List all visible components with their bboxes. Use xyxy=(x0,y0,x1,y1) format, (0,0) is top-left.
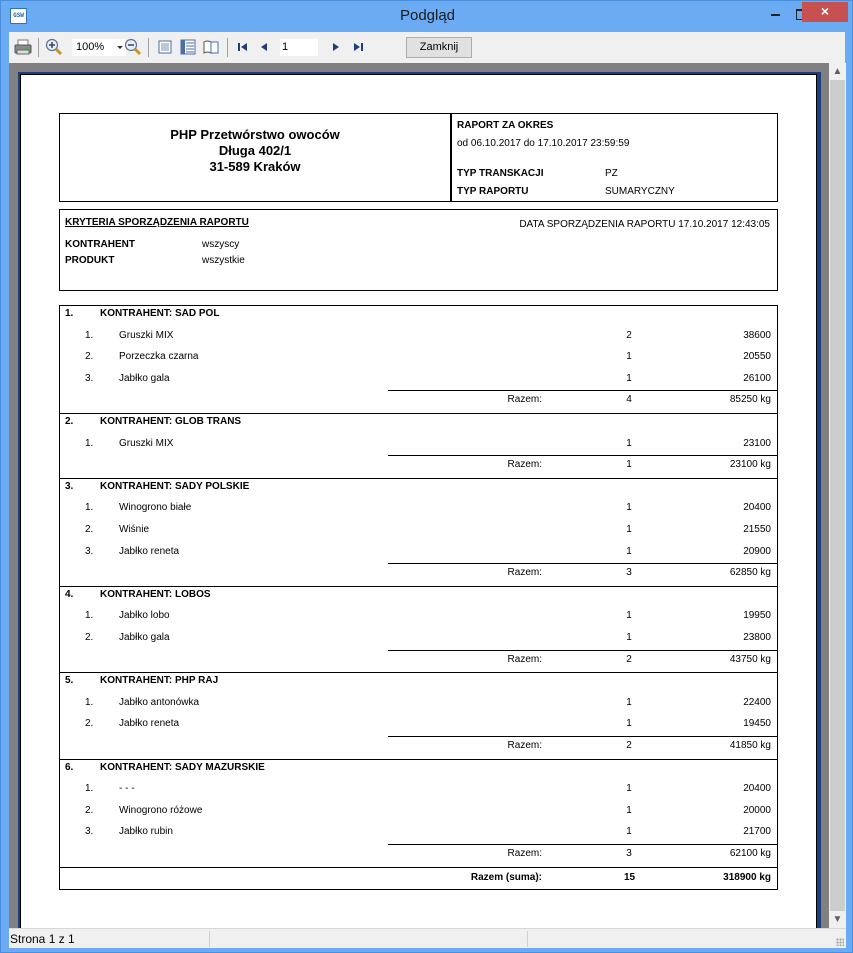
item-number: 1. xyxy=(85,329,94,341)
item-count: 1 xyxy=(626,523,632,535)
item-count: 1 xyxy=(626,804,632,816)
scroll-down-button[interactable]: ▼ xyxy=(832,914,843,925)
item-number: 2. xyxy=(85,804,94,816)
item-count: 1 xyxy=(626,631,632,643)
item-count: 1 xyxy=(626,351,632,363)
scroll-up-button[interactable]: ▲ xyxy=(832,66,843,77)
preview-area xyxy=(9,63,829,928)
item-value: 20900 xyxy=(743,545,771,557)
subtotal-value: 43750 kg xyxy=(729,653,771,665)
item-name: Jabłko reneta xyxy=(119,718,180,730)
contractor-section xyxy=(60,673,777,759)
item-number: 2. xyxy=(85,631,94,643)
zoom-out-button[interactable] xyxy=(124,38,142,56)
status-separator xyxy=(527,931,528,947)
grand-total-count: 15 xyxy=(624,871,636,883)
title-bar xyxy=(1,1,853,32)
table-row xyxy=(60,522,777,538)
book-view-button[interactable] xyxy=(202,38,220,56)
section-header-row xyxy=(60,587,777,603)
zoom-in-button[interactable] xyxy=(45,38,63,56)
company-city: 31-589 Kraków xyxy=(209,159,301,174)
company-header xyxy=(59,113,451,202)
zoom-level-value: 100% xyxy=(76,41,105,53)
item-name: Wiśnie xyxy=(119,523,150,535)
subtotal-count: 3 xyxy=(626,847,632,859)
contractor-label: KONTRAHENT xyxy=(65,239,135,250)
subtotal-row xyxy=(60,738,777,754)
item-number: 3. xyxy=(85,826,94,838)
report-type-value: SUMARYCZNY xyxy=(605,186,675,197)
section-title: KONTRAHENT: LOBOS xyxy=(100,588,211,600)
item-number: 1. xyxy=(85,696,94,708)
section-title: KONTRAHENT: PHP RAJ xyxy=(100,675,219,687)
section-number: 1. xyxy=(65,308,74,319)
section-number: 4. xyxy=(65,588,74,600)
first-page-button[interactable] xyxy=(234,38,252,56)
close-window-button[interactable] xyxy=(802,2,848,22)
subtotal-row xyxy=(60,846,777,862)
table-row xyxy=(60,436,777,452)
item-number: 3. xyxy=(85,545,94,557)
item-number: 1. xyxy=(85,437,94,449)
subtotal-count: 2 xyxy=(626,739,632,751)
table-row xyxy=(60,824,777,840)
contractor-section xyxy=(60,479,777,587)
item-value: 20400 xyxy=(743,783,771,795)
printer-icon xyxy=(14,38,32,56)
section-number: 5. xyxy=(65,675,74,687)
subtotal-count: 3 xyxy=(626,567,632,579)
report-period-box xyxy=(451,113,778,202)
multi-page-icon xyxy=(179,38,197,56)
subtotal-count: 2 xyxy=(626,653,632,665)
zoom-level-select[interactable] xyxy=(72,39,126,56)
book-view-icon xyxy=(202,38,220,56)
section-number: 3. xyxy=(65,480,74,492)
item-name: Jabłko gala xyxy=(119,372,170,384)
zoom-in-icon xyxy=(45,38,63,56)
transaction-type-label: TYP TRANSKACJI xyxy=(457,168,544,179)
item-name: Jabłko antonówka xyxy=(119,696,200,708)
subtotal-divider xyxy=(388,736,777,737)
toolbar xyxy=(9,32,845,63)
item-value: 38600 xyxy=(743,329,771,341)
item-count: 1 xyxy=(626,783,632,795)
table-row xyxy=(60,716,777,732)
item-number: 1. xyxy=(85,783,94,795)
item-value: 22400 xyxy=(743,696,771,708)
item-value: 20550 xyxy=(743,351,771,363)
item-value: 21550 xyxy=(743,523,771,535)
company-name: PHP Przetwórstwo owoców xyxy=(170,127,340,142)
table-row xyxy=(60,695,777,711)
item-number: 2. xyxy=(85,523,94,535)
item-name: Winogrono różowe xyxy=(119,804,203,816)
section-header-row xyxy=(60,760,777,776)
section-title: KONTRAHENT: SAD POL xyxy=(100,308,220,319)
subtotal-row xyxy=(60,457,777,473)
subtotal-row xyxy=(60,652,777,668)
transaction-type-value: PZ xyxy=(605,168,618,179)
table-row xyxy=(60,328,777,344)
report-table xyxy=(59,305,778,890)
section-title: KONTRAHENT: GLOB TRANS xyxy=(100,416,242,427)
subtotal-label: Razem: xyxy=(507,653,542,665)
resize-grip[interactable] xyxy=(836,938,844,946)
page-info: Strona 1 z 1 xyxy=(10,932,75,946)
item-value: 19950 xyxy=(743,610,771,622)
status-bar xyxy=(9,928,846,948)
contractor-value: wszyscy xyxy=(202,239,240,250)
item-name: Jabłko rubin xyxy=(119,826,173,838)
company-street: Długa 402/1 xyxy=(218,143,292,158)
print-button[interactable] xyxy=(14,38,32,56)
close-icon: × xyxy=(820,3,830,19)
item-name: - - - xyxy=(119,783,135,795)
single-page-view-button[interactable] xyxy=(156,38,174,56)
item-value: 21700 xyxy=(743,826,771,838)
item-number: 2. xyxy=(85,718,94,730)
window-title: Podgląd xyxy=(399,7,456,24)
subtotal-value: 23100 kg xyxy=(729,459,771,471)
table-row xyxy=(60,349,777,365)
table-row xyxy=(60,781,777,797)
section-title: KONTRAHENT: SADY POLSKIE xyxy=(100,480,250,492)
criteria-box xyxy=(59,209,778,291)
last-page-icon xyxy=(349,38,367,56)
report-page xyxy=(20,74,817,942)
multi-page-view-button[interactable] xyxy=(179,38,197,56)
product-value: wszystkie xyxy=(202,255,245,266)
subtotal-divider xyxy=(388,390,777,391)
criteria-heading: KRYTERIA SPORZĄDZENIA RAPORTU xyxy=(65,217,249,228)
item-value: 23800 xyxy=(743,631,771,643)
chevron-down-icon xyxy=(117,46,123,49)
section-header-row xyxy=(60,414,777,430)
last-page-button[interactable] xyxy=(349,38,367,56)
vertical-scrollbar[interactable] xyxy=(829,63,846,928)
item-count: 1 xyxy=(626,610,632,622)
next-page-icon xyxy=(327,38,345,56)
product-label: PRODUKT xyxy=(65,255,115,266)
subtotal-divider xyxy=(388,844,777,845)
section-number: 6. xyxy=(65,761,74,773)
toolbar-separator xyxy=(38,38,39,57)
item-value: 20400 xyxy=(743,502,771,514)
subtotal-count: 4 xyxy=(626,394,632,406)
section-header-row xyxy=(60,673,777,689)
zoom-out-icon xyxy=(124,38,142,56)
item-number: 1. xyxy=(85,610,94,622)
subtotal-divider xyxy=(388,650,777,651)
subtotal-value: 62850 kg xyxy=(729,567,771,579)
next-page-button[interactable] xyxy=(327,38,345,56)
contractor-section xyxy=(60,587,777,673)
item-count: 1 xyxy=(626,437,632,449)
app-icon: GSW xyxy=(10,8,27,24)
report-type-label: TYP RAPORTU xyxy=(457,186,529,197)
item-count: 1 xyxy=(626,502,632,514)
item-count: 1 xyxy=(626,545,632,557)
item-value: 19450 xyxy=(743,718,771,730)
grand-total-label: Razem (suma): xyxy=(470,871,542,883)
page-number-input[interactable]: 1 xyxy=(280,39,318,56)
toolbar-separator xyxy=(227,38,228,57)
subtotal-label: Razem: xyxy=(507,739,542,751)
status-separator xyxy=(209,931,210,947)
close-preview-button[interactable]: Zamknij xyxy=(406,37,472,58)
toolbar-separator xyxy=(148,38,149,57)
section-header-row xyxy=(60,479,777,495)
item-count: 1 xyxy=(626,718,632,730)
subtotal-count: 1 xyxy=(626,459,632,471)
item-name: Winogrono białe xyxy=(119,502,192,514)
item-name: Gruszki MIX xyxy=(119,329,174,341)
section-number: 2. xyxy=(65,416,74,427)
scroll-thumb[interactable] xyxy=(830,80,845,911)
item-count: 2 xyxy=(626,329,632,341)
table-row xyxy=(60,500,777,516)
subtotal-label: Razem: xyxy=(507,459,542,471)
previous-page-button[interactable] xyxy=(255,38,273,56)
report-date: DATA SPORZĄDZENIA RAPORTU 17.10.2017 12:43:05 xyxy=(519,219,770,230)
subtotal-label: Razem: xyxy=(507,394,542,406)
contractor-section xyxy=(60,414,777,479)
item-count: 1 xyxy=(626,372,632,384)
item-name: Gruszki MIX xyxy=(119,437,174,449)
contractor-section xyxy=(60,760,777,868)
table-row xyxy=(60,630,777,646)
table-row xyxy=(60,371,777,387)
period-range: od 06.10.2017 do 17.10.2017 23:59:59 xyxy=(457,138,630,149)
previous-page-icon xyxy=(255,38,273,56)
grand-total-value: 318900 kg xyxy=(723,871,771,883)
item-number: 2. xyxy=(85,351,94,363)
table-row xyxy=(60,608,777,624)
period-heading: RAPORT ZA OKRES xyxy=(457,120,554,131)
item-count: 1 xyxy=(626,696,632,708)
item-value: 23100 xyxy=(743,437,771,449)
section-header-row xyxy=(60,306,777,322)
section-title: KONTRAHENT: SADY MAZURSKIE xyxy=(100,761,265,773)
grand-total-row xyxy=(60,870,777,886)
subtotal-label: Razem: xyxy=(507,847,542,859)
subtotal-row xyxy=(60,392,777,408)
item-count: 1 xyxy=(626,826,632,838)
subtotal-divider xyxy=(388,563,777,564)
minimize-button[interactable] xyxy=(763,2,789,22)
item-number: 1. xyxy=(85,502,94,514)
item-value: 26100 xyxy=(743,372,771,384)
item-number: 3. xyxy=(85,372,94,384)
first-page-icon xyxy=(234,38,252,56)
single-page-icon xyxy=(156,38,174,56)
subtotal-divider xyxy=(388,455,777,456)
subtotal-label: Razem: xyxy=(507,567,542,579)
subtotal-row xyxy=(60,565,777,581)
page-frame xyxy=(18,72,821,942)
subtotal-value: 62100 kg xyxy=(729,847,771,859)
item-value: 20000 xyxy=(743,804,771,816)
item-name: Jabłko gala xyxy=(119,631,170,643)
contractor-section xyxy=(60,306,777,414)
table-row xyxy=(60,544,777,560)
item-name: Porzeczka czarna xyxy=(119,351,199,363)
subtotal-value: 85250 kg xyxy=(729,394,771,406)
item-name: Jabłko reneta xyxy=(119,545,180,557)
table-row xyxy=(60,803,777,819)
subtotal-value: 41850 kg xyxy=(729,739,771,751)
item-name: Jabłko lobo xyxy=(119,610,170,622)
